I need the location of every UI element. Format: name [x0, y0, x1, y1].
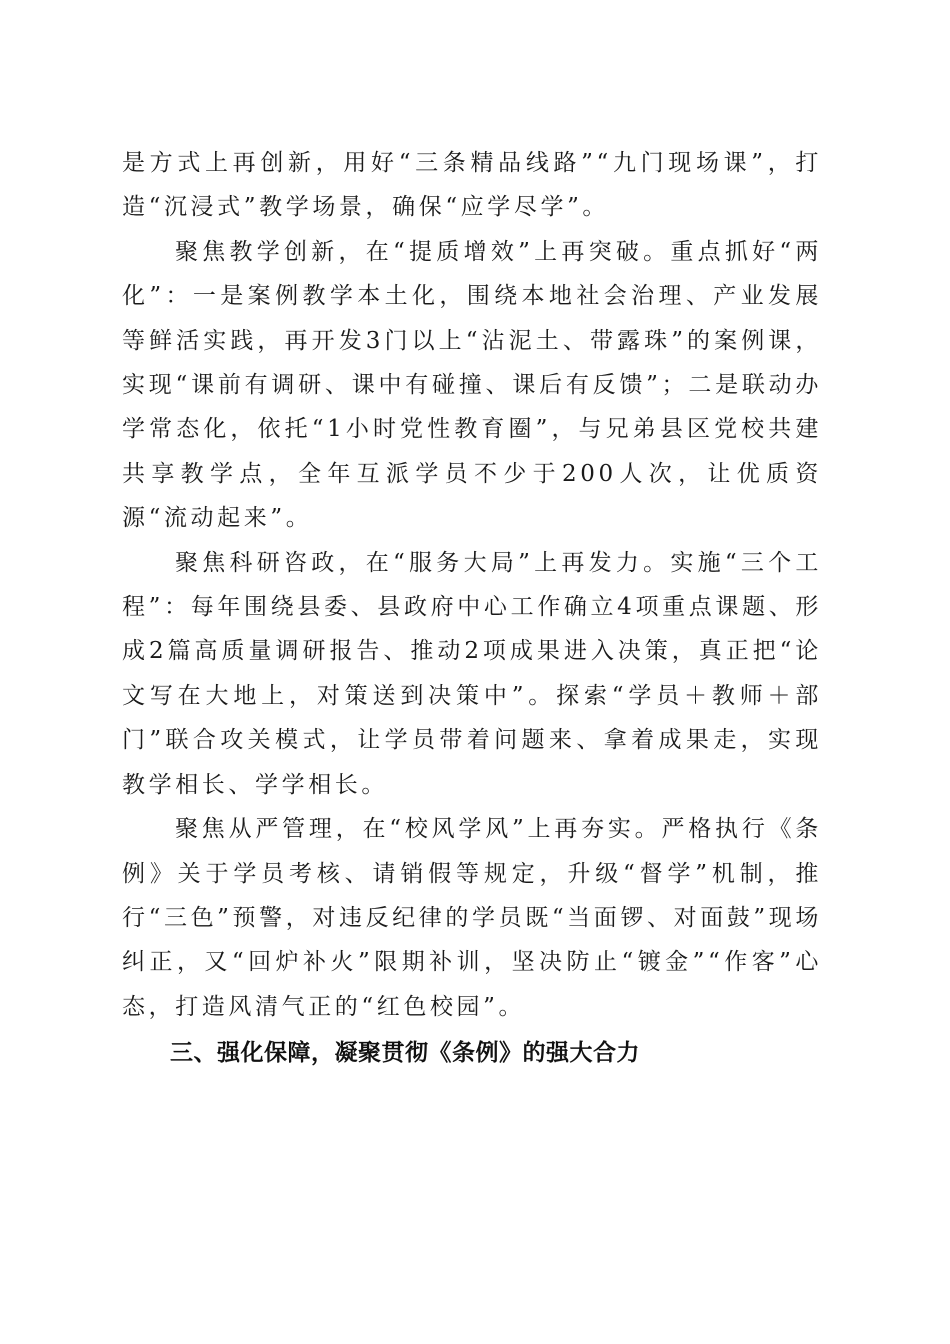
paragraph-research-consulting: 聚焦科研咨政，在“服务大局”上再发力。实施“三个工程”：每年围绕县委、县政府中心工作确立4项重点课题、形成2篇高质量调研报告、推动2项成果进入决策，真正把“论文写在大地上，对策送到决策中”。探索“学员＋教师＋部门”联合攻关模式，让学员带着问题来、拿着成果走，实现教学相长、学学相长。	[122, 549, 822, 798]
paragraph-continuation: 是方式上再创新，用好“三条精品线路”“九门现场课”，打造“沉浸式”教学场景，确保“应学尽学”。	[122, 150, 822, 221]
section-heading: 三、强化保障，凝聚贯彻《条例》的强大合力	[170, 1040, 640, 1067]
paragraph-strict-management: 聚焦从严管理，在“校风学风”上再夯实。严格执行《条例》关于学员考核、请销假等规定，升级“督学”机制，推行“三色”预警，对违反纪律的学员既“当面锣、对面鼓”现场纠正，又“回炉补火”限期补训，坚决防止“镀金”“作客”心态，打造风清气正的“红色校园”。	[122, 816, 822, 1020]
paragraph-teaching-innovation: 聚焦教学创新，在“提质增效”上再突破。重点抓好“两化”：一是案例教学本土化，围绕本地社会治理、产业发展等鲜活实践，再开发3门以上“沾泥土、带露珠”的案例课，实现“课前有调研、课中有碰撞、课后有反馈”；二是联动办学常态化，依托“1小时党性教育圈”，与兄弟县区党校共建共享教学点，全年互派学员不少于200人次，让优质资源“流动起来”。	[122, 238, 822, 532]
document-page	[122, 141, 822, 1076]
